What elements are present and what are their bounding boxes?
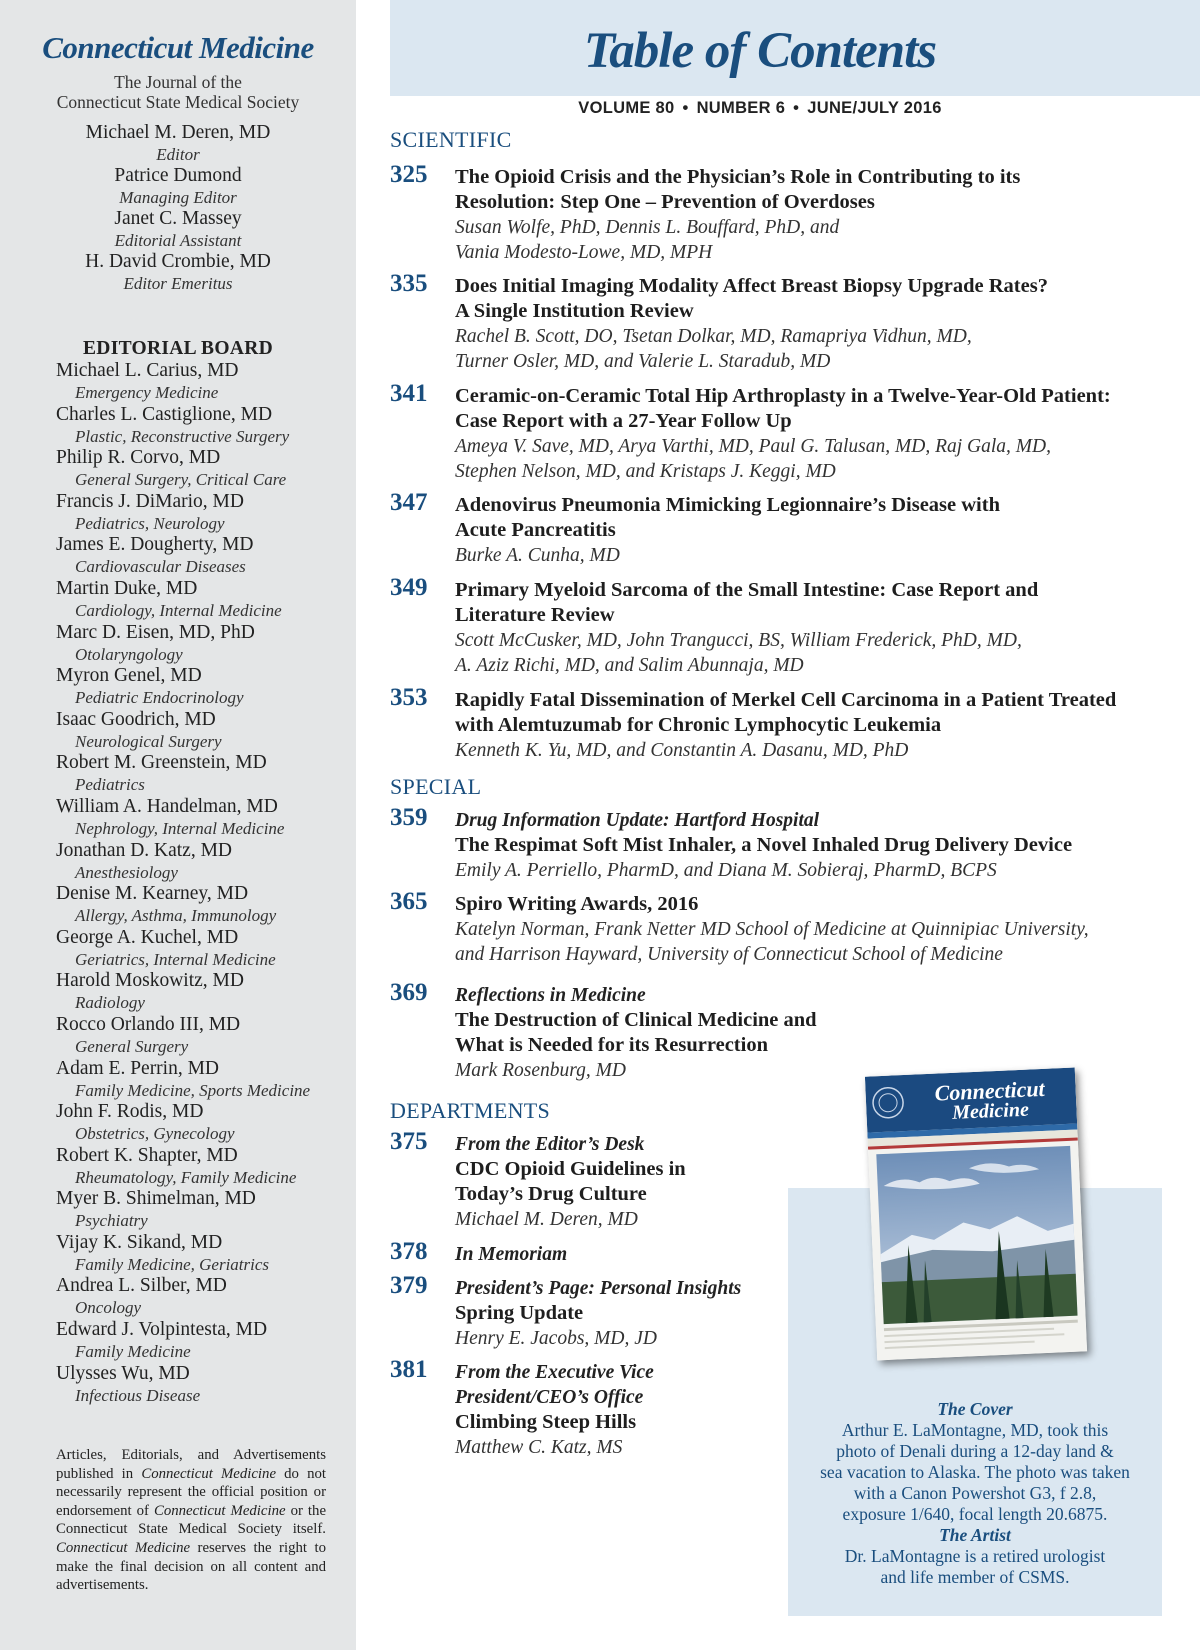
board-member-name: Isaac Goodrich, MD xyxy=(56,708,216,730)
entry-category: Drug Information Update: Hartford Hospital xyxy=(455,810,820,831)
board-member-specialty: Family Medicine, Geriatrics xyxy=(75,1254,270,1274)
board-member-name: Edward J. Volpintesta, MD xyxy=(56,1319,268,1341)
entry-body xyxy=(455,165,1190,265)
board-member-specialty: Psychiatry xyxy=(75,1211,148,1231)
entry-title: A Single Institution Review xyxy=(455,300,694,322)
board-member-specialty: General Surgery, Critical Care xyxy=(75,470,287,490)
staff-role: Editor xyxy=(156,145,200,164)
editorial-board-list xyxy=(0,360,356,1406)
toc-title: Table of Contents xyxy=(583,23,937,79)
separator: • xyxy=(682,99,689,117)
entry-body xyxy=(455,892,1190,967)
board-member-name: Charles L. Castiglione, MD xyxy=(56,403,273,425)
issue-info xyxy=(390,99,1130,118)
editorial-sidebar xyxy=(0,0,356,1650)
board-member-specialty: Rheumatology, Family Medicine xyxy=(75,1167,297,1187)
board-member-specialty: Anesthesiology xyxy=(75,862,178,882)
artist-text-line: Dr. LaMontagne is a retired urologist xyxy=(844,1546,1106,1566)
board-member-name: Robert M. Greenstein, MD xyxy=(56,752,267,774)
page-number: 359 xyxy=(390,804,428,831)
board-member-specialty: Cardiovascular Diseases xyxy=(75,557,246,577)
entry-category: Reflections in Medicine xyxy=(455,985,646,1006)
entry-authors: Kenneth K. Yu, MD, and Constantin A. Dasanu, MD, PhD xyxy=(455,740,909,761)
entry-authors: Turner Osler, MD, and Valerie L. Staradub, MD xyxy=(455,351,831,372)
journal-subtitle-line-2: Connecticut State Medical Society xyxy=(56,92,300,112)
entry-authors: Michael M. Deren, MD xyxy=(455,1209,638,1230)
board-member-name: Jonathan D. Katz, MD xyxy=(56,839,233,861)
board-member-specialty: Pediatrics xyxy=(75,775,145,795)
board-member-specialty: Allergy, Asthma, Immunology xyxy=(75,906,277,926)
board-member-name: Michael L. Carius, MD xyxy=(56,360,239,381)
staff-name: Patrice Dumond xyxy=(114,165,242,186)
board-member-name: James E. Dougherty, MD xyxy=(56,534,254,556)
board-member-name: Philip R. Corvo, MD xyxy=(56,447,221,469)
page-number: 353 xyxy=(390,684,428,711)
cover-text-line: Arthur E. LaMontagne, MD, took this xyxy=(841,1420,1109,1440)
board-member-specialty: Cardiology, Internal Medicine xyxy=(75,600,282,620)
board-member-specialty: Oncology xyxy=(75,1298,142,1318)
board-member-name: Adam E. Perrin, MD xyxy=(56,1057,220,1079)
entry-title: Does Initial Imaging Modality Affect Breast Biopsy Upgrade Rates? xyxy=(455,275,1048,297)
toc-entry xyxy=(390,270,1190,374)
section-heading-departments: DEPARTMENTS xyxy=(390,1098,551,1123)
entry-title: Spring Update xyxy=(455,1302,584,1324)
journal-subtitle-line-1: The Journal of the xyxy=(114,72,242,92)
entry-body xyxy=(455,384,1190,484)
board-member-specialty: Radiology xyxy=(75,993,145,1013)
entry-authors: Ameya V. Save, MD, Arya Varthi, MD, Paul G. Talusan, MD, Raj Gala, MD, xyxy=(455,436,1051,457)
staff-name: Michael M. Deren, MD xyxy=(85,122,271,143)
entry-authors: Katelyn Norman, Frank Netter MD School of Medicine at Quinnipiac University, xyxy=(455,919,1089,940)
entry-authors: Vania Modesto-Lowe, MD, MPH xyxy=(455,242,713,263)
separator: • xyxy=(793,99,800,117)
board-member-specialty: Pediatrics, Neurology xyxy=(75,513,225,533)
page-number: 365 xyxy=(390,888,428,915)
board-member-name: Rocco Orlando III, MD xyxy=(56,1013,241,1035)
staff-name: H. David Crombie, MD xyxy=(85,251,271,272)
entry-title: Primary Myeloid Sarcoma of the Small Intestine: Case Report and xyxy=(455,579,1039,601)
page-number: 369 xyxy=(390,979,428,1006)
entry-category: From the Executive Vice xyxy=(455,1362,654,1383)
board-member-name: Ulysses Wu, MD xyxy=(56,1362,190,1384)
disclaimer-journal-ref: Connecticut Medicine xyxy=(56,1539,191,1556)
toc-entry xyxy=(390,684,1190,763)
entry-title: The Destruction of Clinical Medicine and xyxy=(455,1009,817,1031)
cover-description xyxy=(800,1420,1150,1525)
board-member-specialty: Infectious Disease xyxy=(75,1385,201,1405)
entry-authors: and Harrison Hayward, University of Connecticut School of Medicine xyxy=(455,944,1003,965)
board-member-specialty: Otolaryngology xyxy=(75,644,183,664)
staff-list xyxy=(0,122,356,294)
board-member-specialty: Obstetrics, Gynecology xyxy=(75,1124,235,1144)
page-number: 375 xyxy=(390,1128,428,1155)
toc-entry xyxy=(390,380,1190,484)
cover-text-line: photo of Denali during a 12-day land & xyxy=(836,1441,1114,1461)
board-member-specialty: General Surgery xyxy=(75,1036,189,1056)
section-heading-scientific: SCIENTIFIC xyxy=(390,127,512,152)
entry-authors: Mark Rosenburg, MD xyxy=(455,1060,626,1081)
section-heading-special: SPECIAL xyxy=(390,774,482,799)
board-member-name: George A. Kuchel, MD xyxy=(56,926,239,948)
cover-heading: The Cover xyxy=(937,1399,1013,1419)
entry-body xyxy=(455,983,1190,1083)
board-member-name: Vijay K. Sikand, MD xyxy=(56,1231,223,1253)
board-member-specialty: Geriatrics, Internal Medicine xyxy=(75,949,276,969)
board-member-name: Denise M. Kearney, MD xyxy=(56,883,249,905)
page-number: 325 xyxy=(390,161,428,188)
disclaimer-text: do not necessarily represent the official position or endorsement of xyxy=(56,1465,326,1519)
page-number: 335 xyxy=(390,270,428,297)
entry-authors: A. Aziz Richi, MD, and Salim Abunnaja, MD xyxy=(455,655,804,676)
page-number: 381 xyxy=(390,1356,428,1383)
entry-title: Climbing Steep Hills xyxy=(455,1411,637,1433)
volume-label: VOLUME 80 xyxy=(578,99,675,117)
board-member-name: Andrea L. Silber, MD xyxy=(56,1275,227,1297)
board-member-specialty: Emergency Medicine xyxy=(75,383,219,402)
entry-body xyxy=(455,688,1190,763)
artist-text-line: and life member of CSMS. xyxy=(880,1567,1070,1587)
entry-title: Resolution: Step One – Prevention of Overdoses xyxy=(455,191,875,213)
entry-authors: Rachel B. Scott, DO, Tsetan Dolkar, MD, Ramapriya Vidhun, MD, xyxy=(455,326,972,347)
staff-name: Janet C. Massey xyxy=(114,208,242,229)
entry-authors: Stephen Nelson, MD, and Kristaps J. Keggi, MD xyxy=(455,461,836,482)
entry-category: President/CEO’s Office xyxy=(455,1387,644,1408)
entry-title: CDC Opioid Guidelines in xyxy=(455,1158,686,1180)
board-member-name: Myron Genel, MD xyxy=(56,665,202,687)
staff-role: Editor Emeritus xyxy=(123,274,233,293)
board-member-name: John F. Rodis, MD xyxy=(56,1101,204,1123)
board-member-specialty: Family Medicine xyxy=(75,1342,191,1362)
entry-authors: Matthew C. Katz, MS xyxy=(455,1437,623,1458)
date-label: JUNE/JULY 2016 xyxy=(807,99,942,117)
entry-body xyxy=(455,493,1190,568)
staff-role: Managing Editor xyxy=(119,188,237,207)
entry-authors: Burke A. Cunha, MD xyxy=(455,545,620,566)
staff-role: Editorial Assistant xyxy=(114,231,242,250)
entry-authors: Henry E. Jacobs, MD, JD xyxy=(455,1328,657,1349)
toc-entry xyxy=(390,161,1190,265)
disclaimer-journal-ref: Connecticut Medicine xyxy=(153,1502,286,1519)
board-member-specialty: Nephrology, Internal Medicine xyxy=(75,818,285,838)
number-label: NUMBER 6 xyxy=(696,99,786,117)
entry-title: Ceramic-on-Ceramic Total Hip Arthroplasty in a Twelve-Year-Old Patient: xyxy=(455,385,1111,407)
toc-entry xyxy=(390,489,1190,568)
toc-entry xyxy=(390,888,1190,967)
page-number: 347 xyxy=(390,489,428,516)
board-member-specialty: Plastic, Reconstructive Surgery xyxy=(75,426,290,446)
entry-category: From the Editor’s Desk xyxy=(455,1134,645,1155)
entry-body xyxy=(455,578,1190,678)
page-number: 378 xyxy=(390,1238,428,1265)
cover-text-line: exposure 1/640, focal length 20.6875. xyxy=(842,1504,1108,1524)
cover-text-line: with a Canon Powershot G3, f 2.8, xyxy=(853,1483,1097,1503)
board-member-name: Marc D. Eisen, MD, PhD xyxy=(56,621,255,643)
entry-title: The Respimat Soft Mist Inhaler, a Novel Inhaled Drug Delivery Device xyxy=(455,834,1073,856)
board-member-name: William A. Handelman, MD xyxy=(56,795,278,817)
board-member-name: Robert K. Shapter, MD xyxy=(56,1144,238,1166)
board-member-specialty: Neurological Surgery xyxy=(75,731,222,751)
disclaimer-text: Articles, Editorials, and Advertisements published in xyxy=(56,1447,326,1482)
board-member-specialty: Family Medicine, Sports Medicine xyxy=(75,1080,311,1100)
cover-thumb-title: Medicine xyxy=(951,1098,1030,1124)
journal-title: Connecticut Medicine xyxy=(42,30,314,65)
entry-title: Literature Review xyxy=(455,604,615,626)
page-number: 349 xyxy=(390,574,428,601)
board-member-name: Francis J. DiMario, MD xyxy=(56,490,244,512)
disclaimer-journal-ref: Connecticut Medicine xyxy=(141,1465,277,1482)
disclaimer-text: or the Connecticut State Medical Society itself. xyxy=(56,1502,327,1538)
cover-text-line: sea vacation to Alaska. The photo was taken xyxy=(820,1462,1130,1482)
toc-entry xyxy=(390,574,1190,678)
artist-description xyxy=(800,1546,1150,1588)
cover-thumb-title: Connecticut xyxy=(934,1075,1046,1106)
disclaimer-text: reserves the right to make the final decision on all content and advertisements. xyxy=(56,1539,326,1594)
entry-title: Rapidly Fatal Dissemination of Merkel Cell Carcinoma in a Patient Treated xyxy=(455,689,1117,711)
editorial-board-heading: EDITORIAL BOARD xyxy=(83,338,273,359)
entry-authors: Susan Wolfe, PhD, Dennis L. Bouffard, PhD, and xyxy=(455,217,840,238)
cover-thumbnail-illustration xyxy=(865,1068,1087,1361)
entry-body xyxy=(455,274,1190,374)
entry-authors: Scott McCusker, MD, John Trangucci, BS, William Frederick, PhD, MD, xyxy=(455,630,1022,651)
entry-title: with Alemtuzumab for Chronic Lymphocytic Leukemia xyxy=(455,714,942,736)
toc-entry xyxy=(390,804,1190,883)
entry-title: Spiro Writing Awards, 2016 xyxy=(455,893,699,915)
cover-thumbnail xyxy=(865,1068,1087,1361)
entry-title: What is Needed for its Resurrection xyxy=(455,1034,768,1056)
page-number: 379 xyxy=(390,1272,428,1299)
entry-title: Adenovirus Pneumonia Mimicking Legionnaire’s Disease with xyxy=(455,494,1000,516)
page-number: 341 xyxy=(390,380,428,407)
board-member-name: Harold Moskowitz, MD xyxy=(56,970,244,992)
entry-category: President’s Page: Personal Insights xyxy=(455,1278,742,1299)
artist-heading: The Artist xyxy=(939,1525,1011,1545)
entry-category: In Memoriam xyxy=(455,1244,568,1265)
entry-title: Acute Pancreatitis xyxy=(455,519,616,541)
board-member-specialty: Pediatric Endocrinology xyxy=(75,688,244,708)
board-member-name: Martin Duke, MD xyxy=(56,577,198,599)
entry-title: Case Report with a 27-Year Follow Up xyxy=(455,410,792,432)
entry-title: The Opioid Crisis and the Physician’s Role in Contributing to its xyxy=(455,166,1021,188)
board-member-name: Myer B. Shimelman, MD xyxy=(56,1188,256,1210)
disclaimer xyxy=(56,1446,326,1595)
entry-title: Today’s Drug Culture xyxy=(455,1183,647,1205)
entry-authors: Emily A. Perriello, PharmD, and Diana M. Sobieraj, PharmD, BCPS xyxy=(455,860,997,881)
cover-caption xyxy=(800,1399,1150,1588)
entry-body xyxy=(455,808,1190,883)
